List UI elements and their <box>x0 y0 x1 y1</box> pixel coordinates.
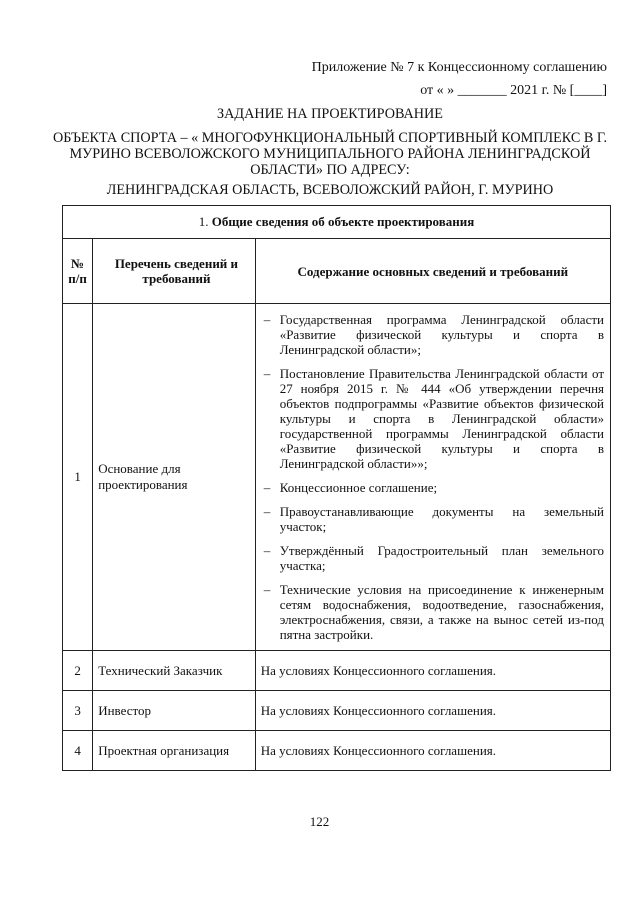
table-row <box>63 731 611 771</box>
row-number: 1 <box>63 304 93 651</box>
list-item-text: Государственная программа Ленинградской области «Развитие физической культуры и спорта в Ленинградской области»; <box>279 312 604 357</box>
column-header-name: Перечень сведений и требований <box>93 239 256 304</box>
list-item: – Концессионное соглашение; <box>263 480 438 495</box>
row-content <box>255 304 610 651</box>
table-row <box>63 651 611 691</box>
list-item-text: Концессионное соглашение; <box>279 480 438 495</box>
page-number: 122 <box>309 814 330 829</box>
row-name: Проектная организация <box>93 731 256 771</box>
object-address: ЛЕНИНГРАДСКАЯ ОБЛАСТЬ, ВСЕВОЛОЖСКИЙ РАЙОН, Г. МУРИНО <box>106 182 554 198</box>
list-item-text: Технические условия на присоединение к инженерным сетям водоснабжения, водоотведение, газоснабжения, электроснабжения, связи, а также на вынос сетей из-под пятна застройки. <box>279 582 604 642</box>
list-item: – Технические условия на присоединение к инженерным сетям водоснабжения, водоотведение, газоснабжения, электроснабжения, связи, а также на вынос сетей из-под пятна застройки. <box>263 582 604 642</box>
requirements-table <box>62 205 611 771</box>
row-number: 3 <box>63 691 93 731</box>
row-content: На условиях Концессионного соглашения. <box>255 691 610 731</box>
list-item-text: Утверждённый Градостроительный план земельного участка; <box>279 543 604 573</box>
column-header-content: Содержание основных сведений и требований <box>255 239 610 304</box>
section-header-row <box>63 206 611 239</box>
requirements-list <box>256 304 610 650</box>
row-name: Основание для проектирования <box>93 304 256 651</box>
column-header-num: № п/п <box>63 239 93 304</box>
row-content: На условиях Концессионного соглашения. <box>255 731 610 771</box>
appendix-caption: Приложение № 7 к Концессионному соглашению <box>311 60 607 75</box>
list-item-text: Постановление Правительства Ленинградской области от 27 ноября 2015 г. № 444 «Об утверждении перечня объектов подпрограммы «Развитие объектов физической культуры и спорта в Ленинградской области» государственной программы Ленинградской области «Развитие физической культуры и спорта в Ленинградской области»»; <box>279 366 604 471</box>
document-title: ЗАДАНИЕ НА ПРОЕКТИРОВАНИЕ <box>217 106 443 122</box>
table-row <box>63 691 611 731</box>
section-number: 1. <box>198 214 209 229</box>
list-item-text: Правоустанавливающие документы на земельный участок; <box>279 504 604 534</box>
row-number: 2 <box>63 651 93 691</box>
list-item: – Постановление Правительства Ленинградской области от 27 ноября 2015 г. № 444 «Об утверждении перечня объектов подпрограммы «Развитие объектов физической культуры и спорта в Ленинградской области» государственной программы Ленинградской области «Развитие физической культуры и спорта в Ленинградской области»»; <box>263 366 604 471</box>
row-content: На условиях Концессионного соглашения. <box>255 651 610 691</box>
row-name: Технический Заказчик <box>93 651 256 691</box>
section-title-text: Общие сведения об объекте проектирования <box>211 214 475 229</box>
list-item: – Правоустанавливающие документы на земельный участок; <box>263 504 604 534</box>
list-item: – Утверждённый Градостроительный план земельного участка; <box>263 543 604 573</box>
row-number: 4 <box>63 731 93 771</box>
list-item: – Государственная программа Ленинградской области «Развитие физической культуры и спорта в Ленинградской области»; <box>263 312 604 357</box>
column-header-row <box>63 239 611 304</box>
agreement-date-line: от « » _______ 2021 г. № [____] <box>420 83 607 98</box>
object-title: ОБЪЕКТА СПОРТА – « МНОГОФУНКЦИОНАЛЬНЫЙ СПОРТИВНЫЙ КОМПЛЕКС В Г. МУРИНО ВСЕВОЛОЖСКОГО МУНИЦИПАЛЬНОГО РАЙОНА ЛЕНИНГРАДСКОЙ ОБЛАСТИ» ПО АДРЕСУ: <box>52 130 608 178</box>
section-title <box>63 206 611 239</box>
table-row <box>63 304 611 651</box>
row-name: Инвестор <box>93 691 256 731</box>
